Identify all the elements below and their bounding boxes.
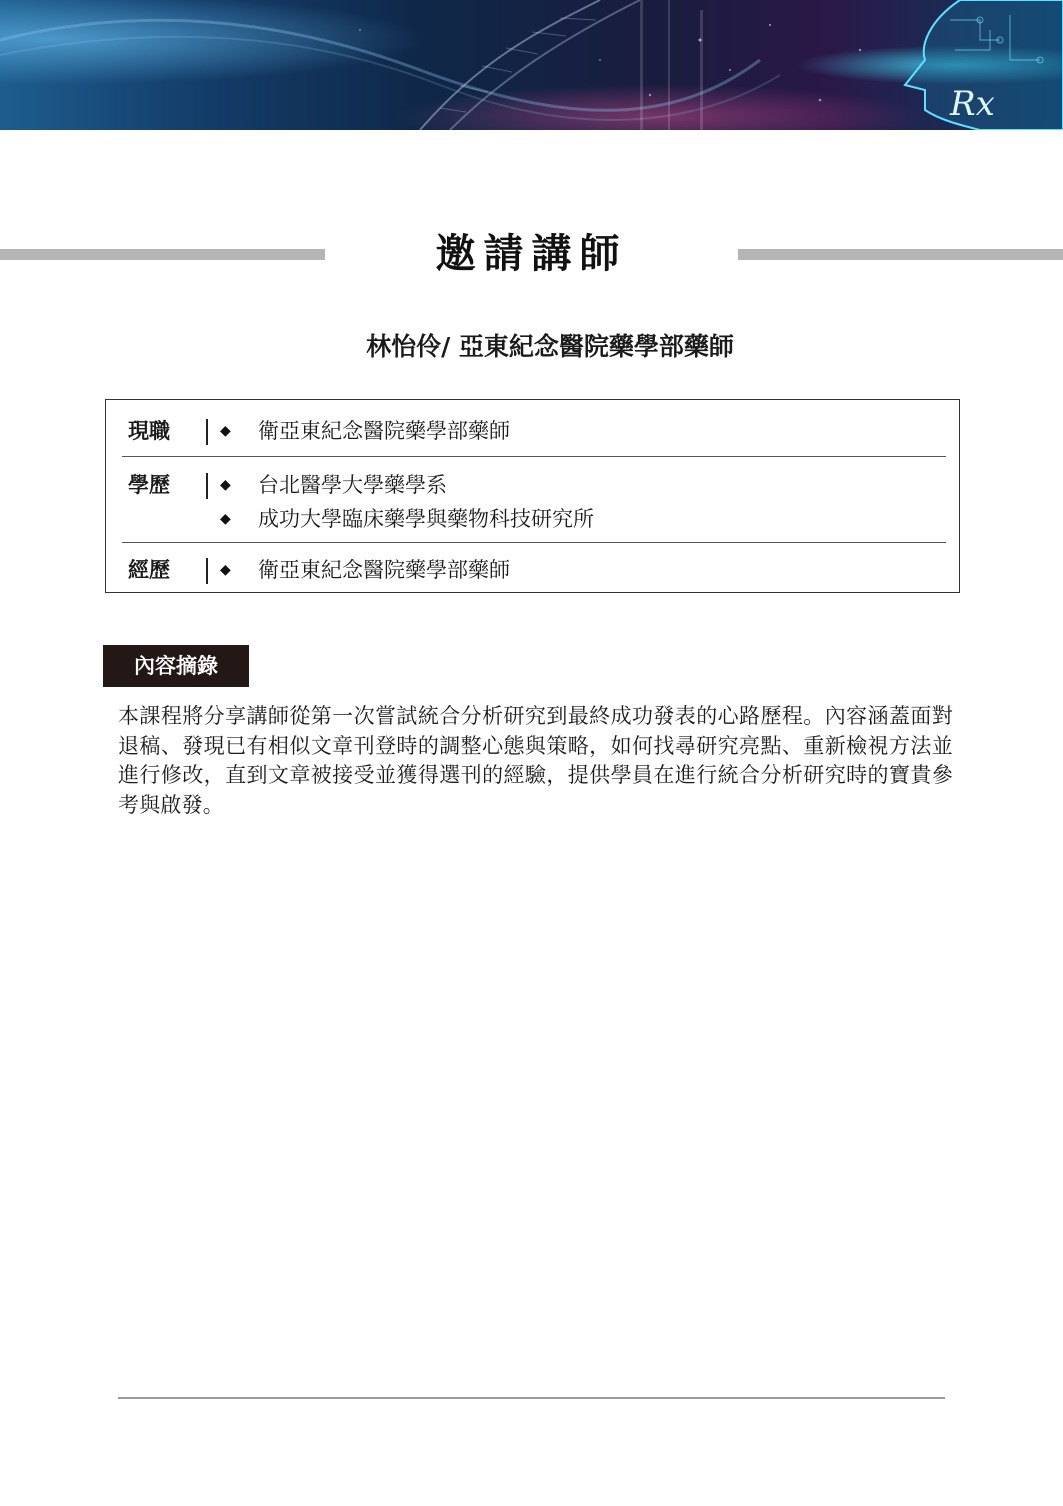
- title-bar-right: [738, 249, 1063, 260]
- diamond-bullet-icon: ◆: [220, 562, 231, 578]
- row-divider: [122, 542, 946, 543]
- footer-divider: [118, 1397, 945, 1399]
- diamond-bullet-icon: ◆: [220, 423, 231, 439]
- info-label: 學歷: [128, 473, 170, 497]
- page-title: 邀請講師: [435, 231, 628, 277]
- rx-logo-text: Rx: [950, 84, 995, 124]
- label-separator: [206, 558, 208, 584]
- diamond-bullet-icon: ◆: [220, 511, 231, 527]
- info-item-text: 成功大學臨床藥學與藥物科技研究所: [258, 507, 594, 531]
- banner-artwork: [0, 0, 1063, 130]
- row-divider: [122, 456, 946, 457]
- info-item-text: 衛亞東紀念醫院藥學部藥師: [258, 558, 510, 582]
- speaker-name: 林怡伶/ 亞東紀念醫院藥學部藥師: [366, 332, 734, 361]
- label-separator: [206, 419, 208, 445]
- info-item-text: 衛亞東紀念醫院藥學部藥師: [258, 419, 510, 443]
- title-bar-left: [0, 249, 325, 260]
- info-item-text: 台北醫學大學藥學系: [258, 473, 447, 497]
- abstract-heading: 內容摘錄: [103, 645, 249, 687]
- header-banner: [0, 0, 1063, 130]
- diamond-bullet-icon: ◆: [220, 477, 231, 493]
- speaker-info-table: [105, 399, 960, 593]
- label-separator: [206, 473, 208, 499]
- info-label: 經歷: [128, 558, 170, 582]
- abstract-body: 本課程將分享講師從第一次嘗試統合分析研究到最終成功發表的心路歷程。內容涵蓋面對退稿、發現已有相似文章刊登時的調整心態與策略，如何找尋研究亮點、重新檢視方法並進行修改，直到文章被接受並獲得選刊的經驗，提供學員在進行統合分析研究時的寶貴參考與啟發。: [118, 704, 953, 817]
- info-label: 現職: [128, 419, 170, 443]
